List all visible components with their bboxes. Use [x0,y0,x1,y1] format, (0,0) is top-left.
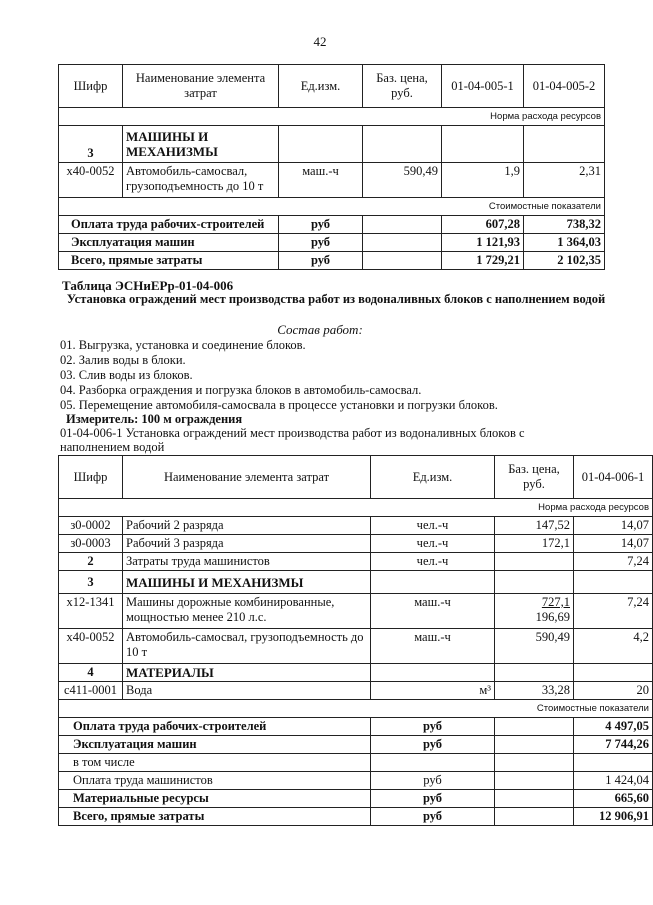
row-value: 4,2 [574,629,653,664]
header-price: Баз. цена, руб. [363,65,442,108]
total-value: 12 906,91 [574,808,653,826]
section-unit: чел.-ч [371,553,495,571]
section-number: 3 [59,571,123,594]
work-step: 05. Перемещение автомобиля-самосвала в процессе установки и погрузки блоков. [60,398,498,412]
total-name: Оплата труда рабочих-строителей [59,718,371,736]
total-name: в том числе [59,754,371,772]
row-name: Автомобиль-самосвал, грузоподъемность до 10 т [123,629,371,664]
total-unit: руб [371,790,495,808]
total-name: Эксплуатация машин [59,736,371,754]
total-unit: руб [279,216,363,234]
row-value-1: 1,9 [442,163,524,198]
section-number: 4 [59,664,123,682]
total-unit: руб [371,808,495,826]
row-unit: маш.-ч [279,163,363,198]
total-unit: руб [279,234,363,252]
row-name: Вода [123,682,371,700]
row-value: 14,07 [574,535,653,553]
row-price: 33,28 [495,682,574,700]
work-step: 03. Слив воды из блоков. [60,368,193,382]
row-unit: маш.-ч [371,594,495,629]
header-col-01-04-006-1: 01-04-006-1 [574,456,653,499]
norm-label: Норма расхода ресурсов [59,108,605,126]
norm-label: Норма расхода ресурсов [59,499,653,517]
section-value: 7,24 [574,553,653,571]
total-value: 4 497,05 [574,718,653,736]
row-price: 147,52 [495,517,574,535]
total-unit: руб [371,736,495,754]
total-value-2: 2 102,35 [524,252,605,270]
total-value: 665,60 [574,790,653,808]
row-name: Рабочий 2 разряда [123,517,371,535]
row-code: х40-0052 [59,163,123,198]
section-name: Затраты труда машинистов [123,553,371,571]
header-code: Шифр [59,65,123,108]
total-value-2: 1 364,03 [524,234,605,252]
row-code: с411-0001 [59,682,123,700]
total-unit: руб [279,252,363,270]
resource-table-01-04-005 [58,64,605,270]
row-code: з0-0003 [59,535,123,553]
row-code: х40-0052 [59,629,123,664]
row-unit: м³ [371,682,495,700]
work-step: 01. Выгрузка, установка и соединение блоков. [60,338,306,352]
total-unit [371,754,495,772]
total-value-1: 1 729,21 [442,252,524,270]
resource-table-01-04-006 [58,455,653,826]
row-name: Рабочий 3 разряда [123,535,371,553]
measure-unit: Измеритель: 100 м ограждения [66,412,243,426]
row-unit: маш.-ч [371,629,495,664]
total-name: Материальные ресурсы [59,790,371,808]
header-price: Баз. цена, руб. [495,456,574,499]
row-price: 590,49 [363,163,442,198]
total-name: Оплата труда рабочих-строителей [59,216,279,234]
total-value-2: 738,32 [524,216,605,234]
row-price-secondary: 196,69 [535,610,570,624]
total-value: 1 424,04 [574,772,653,790]
header-col-01-04-005-2: 01-04-005-2 [524,65,605,108]
row-unit: чел.-ч [371,535,495,553]
row-name: Машины дорожные комбинированные, мощностью менее 210 л.с. [123,594,371,629]
total-value [574,754,653,772]
header-col-01-04-005-1: 01-04-005-1 [442,65,524,108]
header-unit: Ед.изм. [279,65,363,108]
section-number: 3 [59,126,123,163]
work-step: 02. Залив воды в блоки. [60,353,186,367]
section-title: МАШИНЫ И МЕХАНИЗМЫ [123,126,279,163]
row-value-2: 2,31 [524,163,605,198]
section-title: МАТЕРИАЛЫ [123,664,371,682]
section-number: 2 [59,553,123,571]
total-name: Оплата труда машинистов [59,772,371,790]
total-name: Всего, прямые затраты [59,252,279,270]
row-value: 20 [574,682,653,700]
row-price: 590,49 [495,629,574,664]
total-name: Эксплуатация машин [59,234,279,252]
cost-label: Стоимостные показатели [59,700,653,718]
header-name: Наименование элемента затрат [123,456,371,499]
table-code: Таблица ЭСНиЕРр-01-04-006 [62,278,234,293]
page-number: 42 [313,34,327,49]
header-name: Наименование элемента затрат [123,65,279,108]
composition-label: Состав работ: [277,322,363,337]
row-code: х12-1341 [59,594,123,629]
item-subtitle: 01-04-006-1 Установка ограждений мест производства работ из водоналивных блоков с наполнением водой [60,426,525,454]
section-title: МАШИНЫ И МЕХАНИЗМЫ [123,571,371,594]
cost-label: Стоимостные показатели [59,198,605,216]
row-name: Автомобиль-самосвал, грузоподъемность до 10 т [123,163,279,198]
header-unit: Ед.изм. [371,456,495,499]
table-title: Установка ограждений мест производства работ из водоналивных блоков с наполнением водой [66,292,606,306]
work-step: 04. Разборка ограждения и погрузка блоков в автомобиль-самосвал. [60,383,422,397]
total-value-1: 607,28 [442,216,524,234]
total-name: Всего, прямые затраты [59,808,371,826]
row-price: 727,1 [541,595,570,609]
row-value: 7,24 [574,594,653,629]
header-code: Шифр [59,456,123,499]
total-unit: руб [371,718,495,736]
total-value: 7 744,26 [574,736,653,754]
row-unit: чел.-ч [371,517,495,535]
total-unit: руб [371,772,495,790]
total-value-1: 1 121,93 [442,234,524,252]
row-value: 14,07 [574,517,653,535]
row-code: з0-0002 [59,517,123,535]
row-price: 172,1 [495,535,574,553]
